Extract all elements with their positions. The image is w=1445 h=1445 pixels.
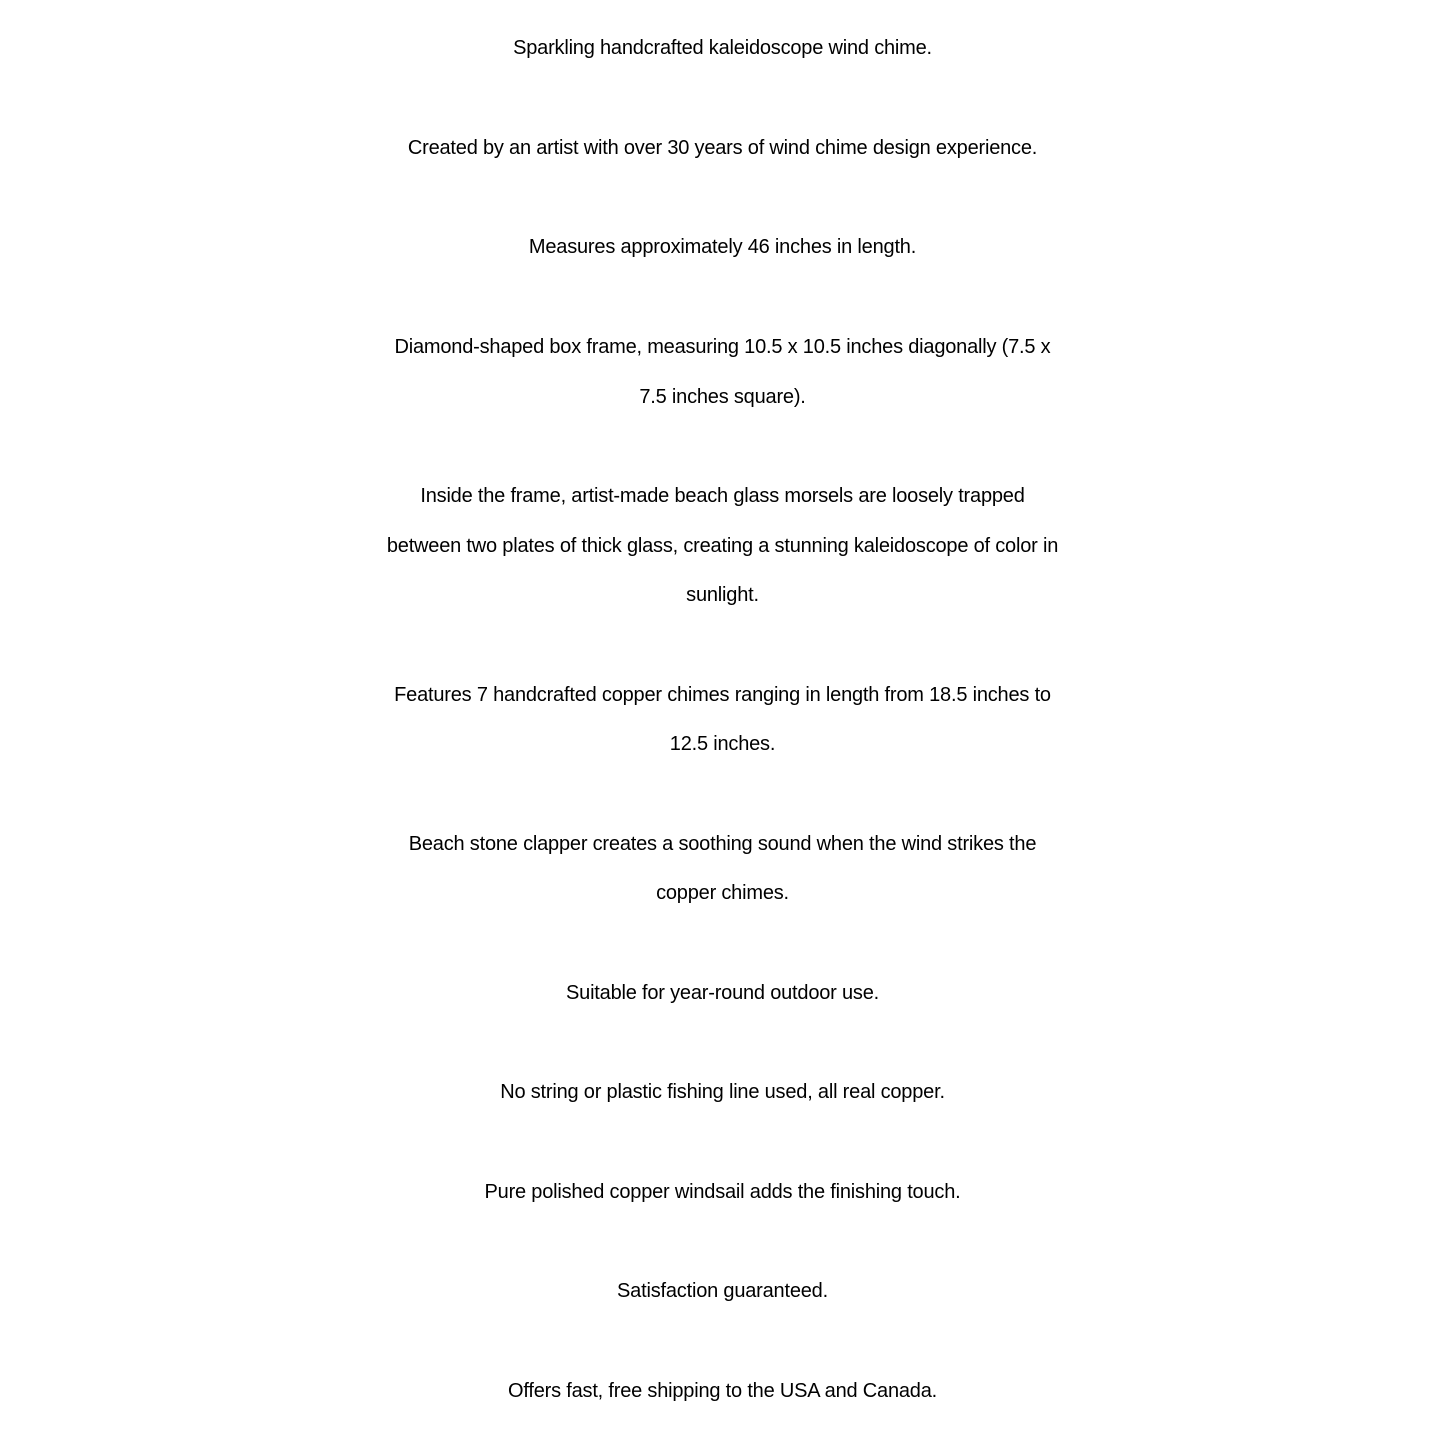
description-line-17: Offers fast, free shipping to the USA and Canada. [508, 1380, 937, 1402]
description-line-15: Pure polished copper windsail adds the finishing touch. [484, 1181, 961, 1203]
description-line-9: Features 7 handcrafted copper chimes ranging in length from 18.5 inches to [394, 684, 1051, 706]
description-line-5: 7.5 inches square). [639, 386, 806, 408]
description-line-4: Diamond-shaped box frame, measuring 10.5 x 10.5 inches diagonally (7.5 x [394, 336, 1051, 358]
description-line-7: between two plates of thick glass, creating a stunning kaleidoscope of color in [386, 535, 1059, 557]
description-line-6: Inside the frame, artist-made beach glass morsels are loosely trapped [420, 485, 1025, 507]
description-line-1: Sparkling handcrafted kaleidoscope wind chime. [513, 37, 932, 59]
description-line-3: Measures approximately 46 inches in length. [528, 236, 917, 258]
description-line-2: Created by an artist with over 30 years of wind chime design experience. [407, 137, 1038, 159]
description-line-13: Suitable for year-round outdoor use. [566, 982, 879, 1004]
description-line-16: Satisfaction guaranteed. [617, 1280, 828, 1302]
description-line-11: Beach stone clapper creates a soothing sound when the wind strikes the [408, 833, 1037, 855]
description-line-14: No string or plastic fishing line used, all real copper. [500, 1081, 945, 1103]
description-line-8: sunlight. [686, 584, 759, 606]
description-line-10: 12.5 inches. [669, 733, 776, 755]
description-line-12: copper chimes. [656, 882, 789, 904]
